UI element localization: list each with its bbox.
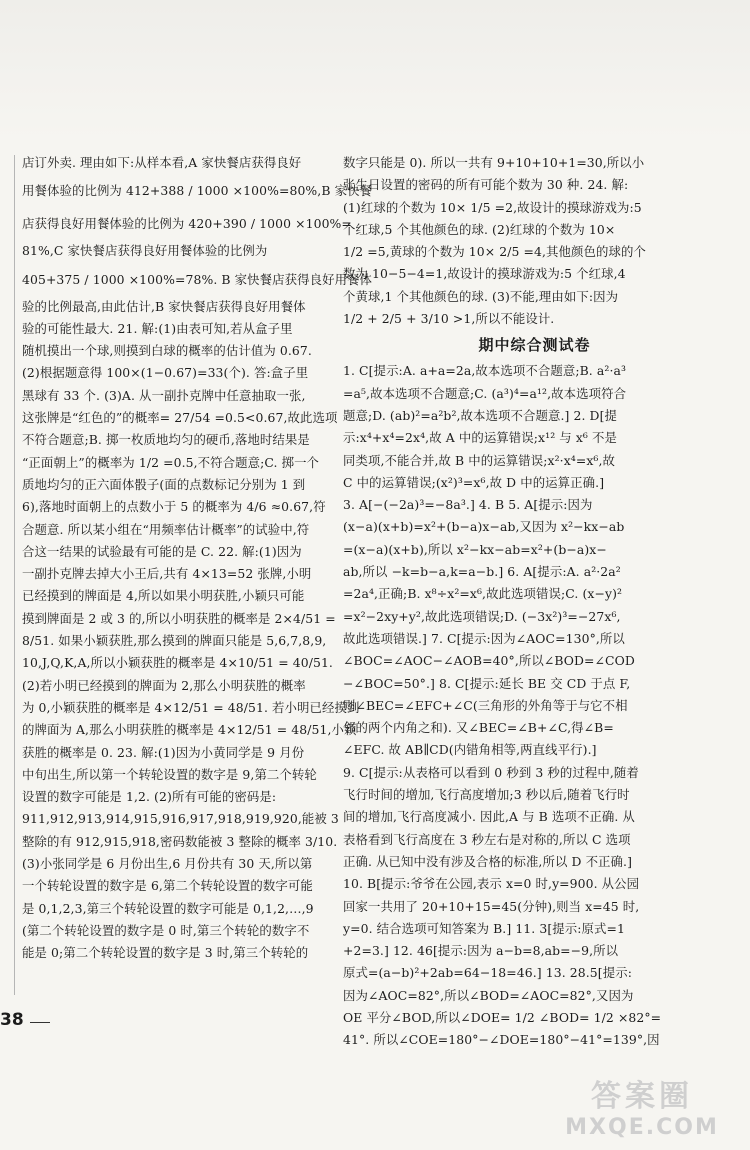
text-line: −∠BOC=50°.] 8. C[提示:延长 BE 交 CD 于点 F, bbox=[343, 675, 631, 691]
text-line: (2)若小明已经摸到的牌面为 2,那么小明获胜的概率 bbox=[22, 677, 306, 693]
text-line: 能是 0;第二个转轮设置的数字是 3 时,第三个转轮的 bbox=[22, 945, 309, 961]
text-line: 一副扑克牌去掉大小王后,共有 4×13=52 张牌,小明 bbox=[22, 566, 312, 582]
section-heading: 期中综合测试卷 bbox=[478, 336, 591, 355]
text-line: 邻的两个内角之和). 又∠BEC=∠B+∠C,得∠B= bbox=[343, 720, 614, 736]
text-line: 验的可能性最大. 21. 解:(1)由表可知,若从盒子里 bbox=[22, 320, 293, 336]
text-line: 1/2 =5,黄球的个数为 10× 2/5 =4,其他颜色的球的个 bbox=[343, 244, 646, 260]
right-column bbox=[343, 152, 726, 1052]
text-line: 已经摸到的牌面是 4,所以如果小明获胜,小颖只可能 bbox=[22, 588, 305, 604]
text-line: 这张牌是“红色的”的概率= 27/54 =0.5<0.67,故此选项 bbox=[22, 410, 338, 426]
text-line: 摸到牌面是 2 或 3 的,所以小明获胜的概率是 2×4/51 = bbox=[22, 610, 336, 626]
text-line: 质地均匀的正六面体骰子(面的点数标记分别为 1 到 bbox=[22, 476, 306, 492]
text-line: OE 平分∠BOD,所以∠DOE= 1/2 ∠BOD= 1/2 ×82°= bbox=[343, 1009, 662, 1025]
text-line: =(x−a)(x+b),所以 x²−kx−ab=x²+(b−a)x− bbox=[343, 541, 607, 557]
text-line: 1. C[提示:A. a+a=2a,故本选项不合题意;B. a²·a³ bbox=[343, 363, 627, 379]
watermark-logo: 答案圈 bbox=[591, 1078, 693, 1114]
text-line: 整除的有 912,915,918,密码数能被 3 整除的概率 3/10. bbox=[22, 833, 338, 849]
text-line: 405+375 / 1000 ×100%=78%. B 家快餐店获得良好用餐体 bbox=[22, 271, 373, 287]
text-line: 不符合题意;B. 掷一枚质地均匀的硬币,落地时结果是 bbox=[22, 432, 310, 448]
text-line: 6),落地时面朝上的点数小于 5 的概率为 4/6 ≈0.67,符 bbox=[22, 499, 326, 515]
margin-rule bbox=[14, 155, 15, 995]
text-line: 因为∠AOC=82°,所以∠BOD=∠AOC=82°,又因为 bbox=[343, 987, 634, 1003]
text-line: 获胜的概率是 0. 23. 解:(1)因为小黄同学是 9 月份 bbox=[22, 744, 305, 760]
text-line: 个黄球,1 个其他颜色的球. (3)不能,理由如下:因为 bbox=[343, 288, 619, 304]
text-line: 数为 10−5−4=1,故设计的摸球游戏为:5 个红球,4 bbox=[343, 266, 626, 282]
text-line: 的牌面为 A,那么小明获胜的概率是 4×12/51 = 48/51,小颖 bbox=[22, 722, 357, 738]
page-number-dash bbox=[30, 1022, 50, 1023]
text-line: 张生日设置的密码的所有可能个数为 30 种. 24. 解: bbox=[343, 177, 629, 193]
left-column bbox=[22, 152, 373, 965]
text-line: 用餐体验的比例为 412+388 / 1000 ×100%=80%,B 家快餐 bbox=[22, 183, 373, 199]
right-column-answers bbox=[343, 360, 726, 1051]
page-top-shade bbox=[0, 0, 750, 140]
text-line: 原式=(a−b)²+2ab=64−18=46.] 13. 28.5[提示: bbox=[343, 965, 632, 981]
text-line: 合题意. 所以某小组在“用频率估计概率”的试验中,符 bbox=[22, 521, 310, 537]
text-line: 41°. 所以∠COE=180°−∠DOE=180°−41°=139°,因 bbox=[343, 1032, 660, 1048]
text-line: +2=3.] 12. 46[提示:因为 a−b=8,ab=−9,所以 bbox=[343, 943, 619, 959]
text-line: 合这一结果的试验最有可能的是 C. 22. 解:(1)因为 bbox=[22, 543, 302, 559]
text-line: 随机摸出一个球,则摸到白球的概率的估计值为 0.67. bbox=[22, 343, 312, 359]
text-line: ∠BOC=∠AOC−∠AOB=40°,所以∠BOD=∠COD bbox=[343, 653, 635, 669]
text-line: 3. A[−(−2a)³=−8a³.] 4. B 5. A[提示:因为 bbox=[343, 497, 593, 513]
text-line: 数字只能是 0). 所以一共有 9+10+10+1=30,所以小 bbox=[343, 155, 645, 170]
text-line: C 中的运算错误;(x²)³=x⁶,故 D 中的运算正确.] bbox=[343, 474, 605, 490]
watermark-url: MXQE.COM bbox=[565, 1114, 719, 1140]
text-line: (3)小张同学是 6 月份出生,6 月份共有 30 天,所以第 bbox=[22, 856, 313, 872]
text-line: y=0. 结合选项可知答案为 B.] 11. 3[提示:原式=1 bbox=[343, 920, 625, 936]
text-line: 是 0,1,2,3,第三个转轮设置的数字可能是 0,1,2,…,9 bbox=[22, 900, 314, 916]
text-line: 中旬出生,所以第一个转轮设置的数字是 9,第二个转轮 bbox=[22, 766, 317, 782]
text-line: 同类项,不能合并,故 B 中的运算错误;x²·x⁴=x⁶,故 bbox=[343, 452, 616, 468]
text-line: (2)根据题意得 100×(1−0.67)=33(个). 答:盒子里 bbox=[22, 365, 309, 381]
text-line: 正确. 从已知中没有涉及合格的标准,所以 D 不正确.] bbox=[343, 853, 633, 869]
text-line: 店订外卖. 理由如下:从样本看,A 家快餐店获得良好 bbox=[22, 155, 302, 170]
text-line: ∠EFC. 故 AB∥CD(内错角相等,两直线平行).] bbox=[343, 742, 597, 758]
text-line: 则∠BEC=∠EFC+∠C(三角形的外角等于与它不相 bbox=[343, 697, 628, 713]
text-line: 81%,C 家快餐店获得良好用餐体验的比例为 bbox=[22, 243, 268, 259]
text-line: 9. C[提示:从表格可以看到 0 秒到 3 秒的过程中,随着 bbox=[343, 764, 639, 780]
page-number: 38 bbox=[0, 1010, 24, 1030]
text-line: 为 0,小颖获胜的概率是 4×12/51 = 48/51. 若小明已经摸到 bbox=[22, 699, 360, 715]
text-line: (1)红球的个数为 10× 1/5 =2,故设计的摸球游戏为:5 bbox=[343, 199, 642, 215]
text-line: 飞行时间的增加,飞行高度增加;3 秒以后,随着飞行时 bbox=[343, 787, 630, 803]
text-line: (x−a)(x+b)=x²+(b−a)x−ab,又因为 x²−kx−ab bbox=[343, 519, 625, 535]
text-line: 验的比例最高,由此估计,B 家快餐店获得良好用餐体 bbox=[22, 298, 306, 314]
text-line: 10,J,Q,K,A,所以小颖获胜的概率是 4×10/51 = 40/51. bbox=[22, 655, 333, 671]
text-line: (第二个转轮设置的数字是 0 时,第三个转轮的数字不 bbox=[22, 922, 310, 938]
text-line: =a⁵,故本选项不合题意;C. (a³)⁴=a¹²,故本选项符合 bbox=[343, 385, 627, 401]
text-line: 个红球,5 个其他颜色的球. (2)红球的个数为 10× bbox=[343, 221, 616, 237]
text-line: “正面朝上”的概率为 1/2 =0.5,不符合题意;C. 掷一个 bbox=[22, 454, 320, 470]
text-line: 故此选项错误.] 7. C[提示:因为∠AOC=130°,所以 bbox=[343, 630, 625, 646]
text-line: 设置的数字可能是 1,2. (2)所有可能的密码是: bbox=[22, 789, 277, 805]
text-line: =2a⁴,正确;B. x⁸÷x²=x⁶,故此选项错误;C. (x−y)² bbox=[343, 586, 623, 602]
text-line: 店获得良好用餐体验的比例为 420+390 / 1000 ×100%= bbox=[22, 216, 352, 232]
text-line: 黑球有 33 个. (3)A. 从一副扑克牌中任意抽取一张, bbox=[22, 387, 306, 403]
text-line: 8/51. 如果小颖获胜,那么摸到的牌面只能是 5,6,7,8,9, bbox=[22, 633, 327, 649]
text-line: 回家一共用了 20+10+15=45(分钟),则当 x=45 时, bbox=[343, 898, 640, 914]
text-line: 表格看到飞行高度在 3 秒左右是对称的,所以 C 选项 bbox=[343, 831, 631, 847]
right-column-intro bbox=[343, 152, 726, 330]
text-line: =x²−2xy+y²,故此选项错误;D. (−3x²)³=−27x⁶, bbox=[343, 608, 621, 624]
text-line: 10. B[提示:爷爷在公园,表示 x=0 时,y=900. 从公园 bbox=[343, 876, 640, 892]
text-line: 间的增加,飞行高度减小. 因此,A 与 B 选项不正确. 从 bbox=[343, 809, 635, 825]
text-line: 911,912,913,914,915,916,917,918,919,920,能被 3 bbox=[22, 811, 339, 827]
text-line: 题意;D. (ab)²=a²b²,故本选项不合题意.] 2. D[提 bbox=[343, 407, 618, 423]
text-line: ab,所以 −k=b−a,k=a−b.] 6. A[提示:A. a²·2a² bbox=[343, 564, 621, 580]
watermark bbox=[552, 1070, 732, 1140]
text-line: 一个转轮设置的数字是 6,第二个转轮设置的数字可能 bbox=[22, 878, 313, 894]
text-line: 示:x⁴+x⁴=2x⁴,故 A 中的运算错误;x¹² 与 x⁶ 不是 bbox=[343, 430, 618, 446]
text-line: 1/2 + 2/5 + 3/10 >1,所以不能设计. bbox=[343, 311, 555, 327]
